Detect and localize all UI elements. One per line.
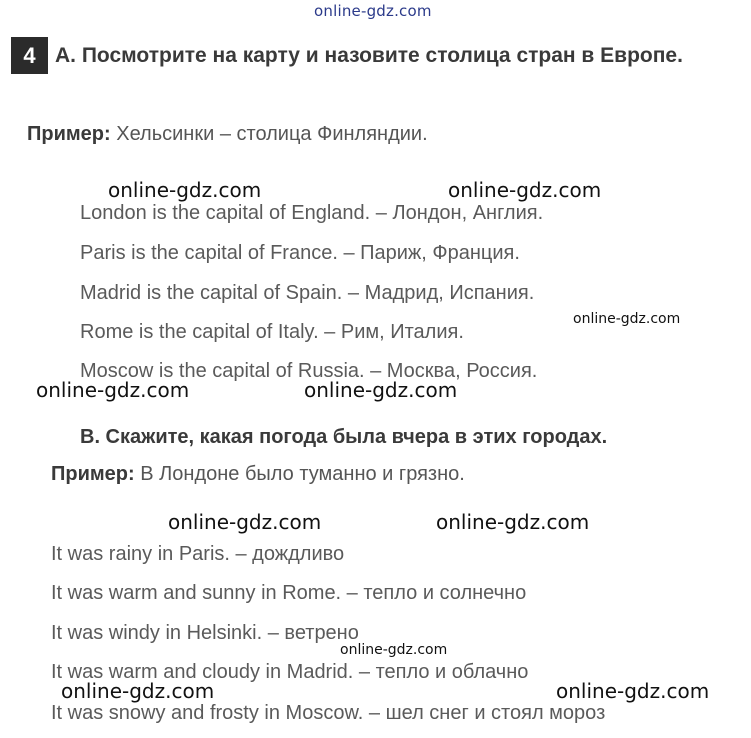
section-a-line: London is the capital of England. – Лондон, Англия. — [80, 202, 544, 224]
section-a-line: Moscow is the capital of Russia. – Москва, Россия. — [80, 360, 538, 382]
watermark: online-gdz.com — [36, 378, 190, 402]
section-b-line: It was rainy in Paris. – дождливо — [51, 543, 345, 565]
task-number-badge: 4 — [11, 37, 48, 74]
example-label: Пример: — [51, 463, 135, 485]
example-label: Пример: — [27, 123, 111, 145]
section-a-line: Paris is the capital of France. – Париж, Франция. — [80, 242, 520, 264]
section-a-example — [27, 123, 428, 146]
watermark: online-gdz.com — [436, 510, 590, 534]
watermark: online-gdz.com — [168, 510, 322, 534]
top-watermark: online-gdz.com — [314, 2, 432, 20]
example-text: В Лондоне было туманно и грязно. — [140, 463, 465, 485]
section-b-line: It was windy in Helsinki. – ветрено — [51, 622, 359, 644]
section-b-line: It was warm and cloudy in Madrid. – тепло и облачно — [51, 661, 529, 683]
section-b-example — [51, 463, 465, 486]
section-a-title: А. Посмотрите на карту и назовите столица стран в Европе. — [55, 44, 683, 67]
section-a-line: Madrid is the capital of Spain. – Мадрид, Испания. — [80, 282, 535, 304]
section-b-title: В. Скажите, какая погода была вчера в этих городах. — [80, 426, 608, 448]
watermark: online-gdz.com — [573, 311, 681, 327]
watermark: online-gdz.com — [556, 679, 710, 703]
watermark: online-gdz.com — [108, 178, 262, 202]
watermark: online-gdz.com — [448, 178, 602, 202]
watermark: online-gdz.com — [340, 642, 448, 658]
section-b-line: It was snowy and frosty in Moscow. – шел снег и стоял мороз — [51, 702, 606, 724]
section-b-line: It was warm and sunny in Rome. – тепло и солнечно — [51, 582, 527, 604]
section-a-line: Rome is the capital of Italy. – Рим, Италия. — [80, 321, 464, 343]
watermark: online-gdz.com — [61, 679, 215, 703]
watermark: online-gdz.com — [304, 378, 458, 402]
example-text: Хельсинки – столица Финляндии. — [116, 123, 428, 145]
